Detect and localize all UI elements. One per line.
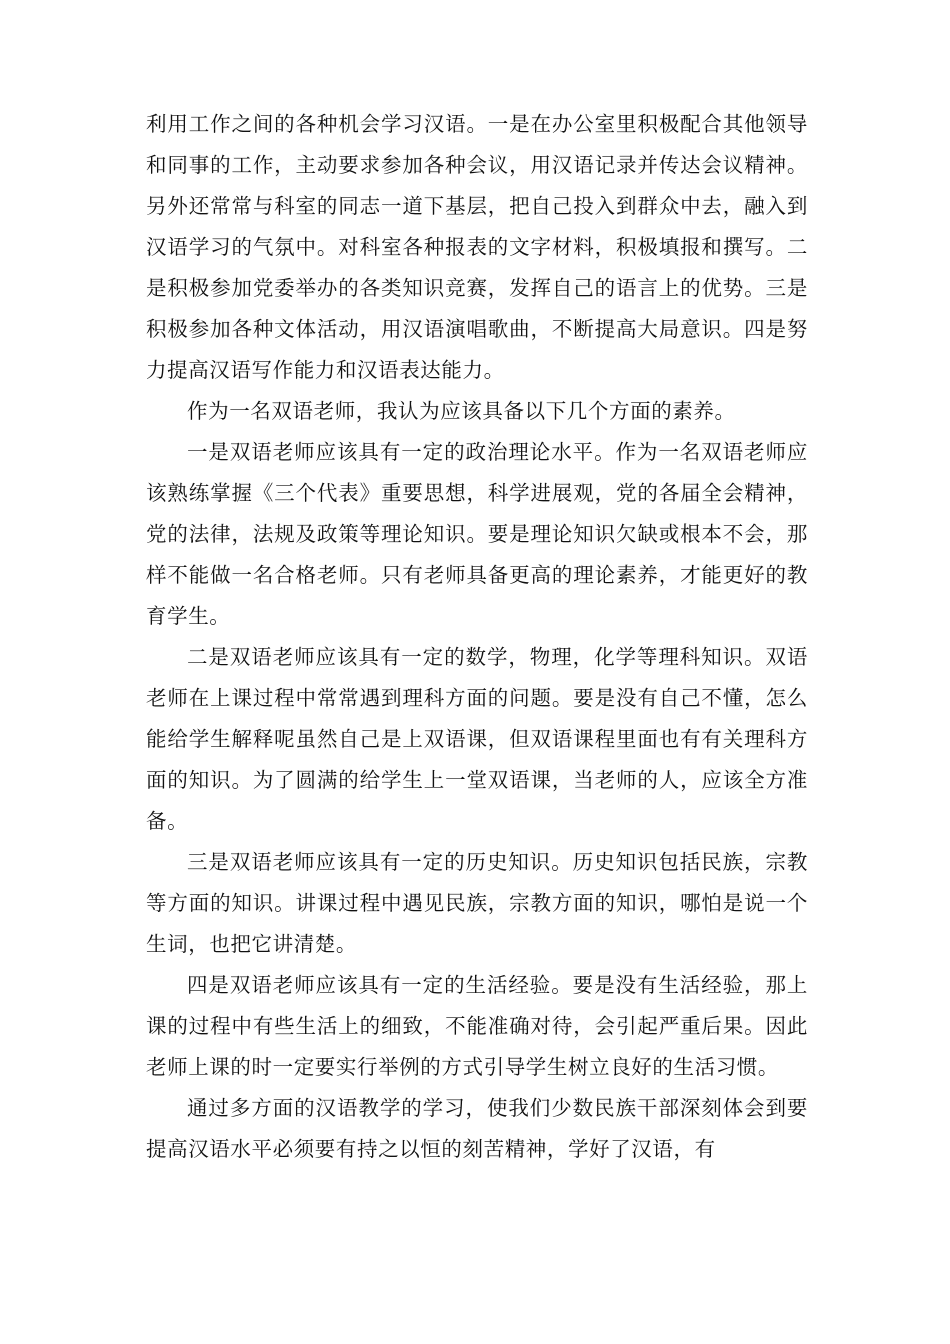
- paragraph-5: 三是双语老师应该具有一定的历史知识。历史知识包括民族，宗教等方面的知识。讲课过程中遇见民族，宗教方面的知识，哪怕是说一个生词，也把它讲清楚。: [146, 850, 808, 956]
- paragraph-3: 一是双语老师应该具有一定的政治理论水平。作为一名双语老师应该熟练掌握《三个代表》重要思想，科学进展观，党的各届全会精神，党的法律，法规及政策等理论知识。要是理论知识欠缺或根本不会，那样不能做一名合格老师。只有老师具备更高的理论素养，才能更好的教育学生。: [146, 440, 808, 628]
- paragraph-2: 作为一名双语老师，我认为应该具备以下几个方面的素养。: [187, 399, 736, 423]
- paragraph-7: 通过多方面的汉语教学的学习，使我们少数民族干部深刻体会到要提高汉语水平必须要有持之以恒的刻苦精神，学好了汉语，有: [146, 1096, 808, 1161]
- paragraph-6: 四是双语老师应该具有一定的生活经验。要是没有生活经验，那上课的过程中有些生活上的细致，不能准确对待，会引起严重后果。因此老师上课的时一定要实行举例的方式引导学生树立良好的生活习惯。: [146, 973, 808, 1079]
- paragraph-4: 二是双语老师应该具有一定的数学，物理，化学等理科知识。双语老师在上课过程中常常遇到理科方面的问题。要是没有自己不懂，怎么能给学生解释呢虽然自己是上双语课，但双语课程里面也有有关理科方面的知识。为了圆满的给学生上一堂双语课，当老师的人，应该全方准备。: [146, 645, 808, 833]
- paragraph-1: 利用工作之间的各种机会学习汉语。一是在办公室里积极配合其他领导和同事的工作，主动要求参加各种会议，用汉语记录并传达会议精神。另外还常常与科室的同志一道下基层，把自己投入到群众中去，融入到汉语学习的气氛中。对科室各种报表的文字材料，积极填报和撰写。二是积极参加党委举办的各类知识竞赛，发挥自己的语言上的优势。三是积极参加各种文体活动，用汉语演唱歌曲，不断提高大局意识。四是努力提高汉语写作能力和汉语表达能力。: [146, 112, 808, 382]
- document-body: [146, 104, 808, 1170]
